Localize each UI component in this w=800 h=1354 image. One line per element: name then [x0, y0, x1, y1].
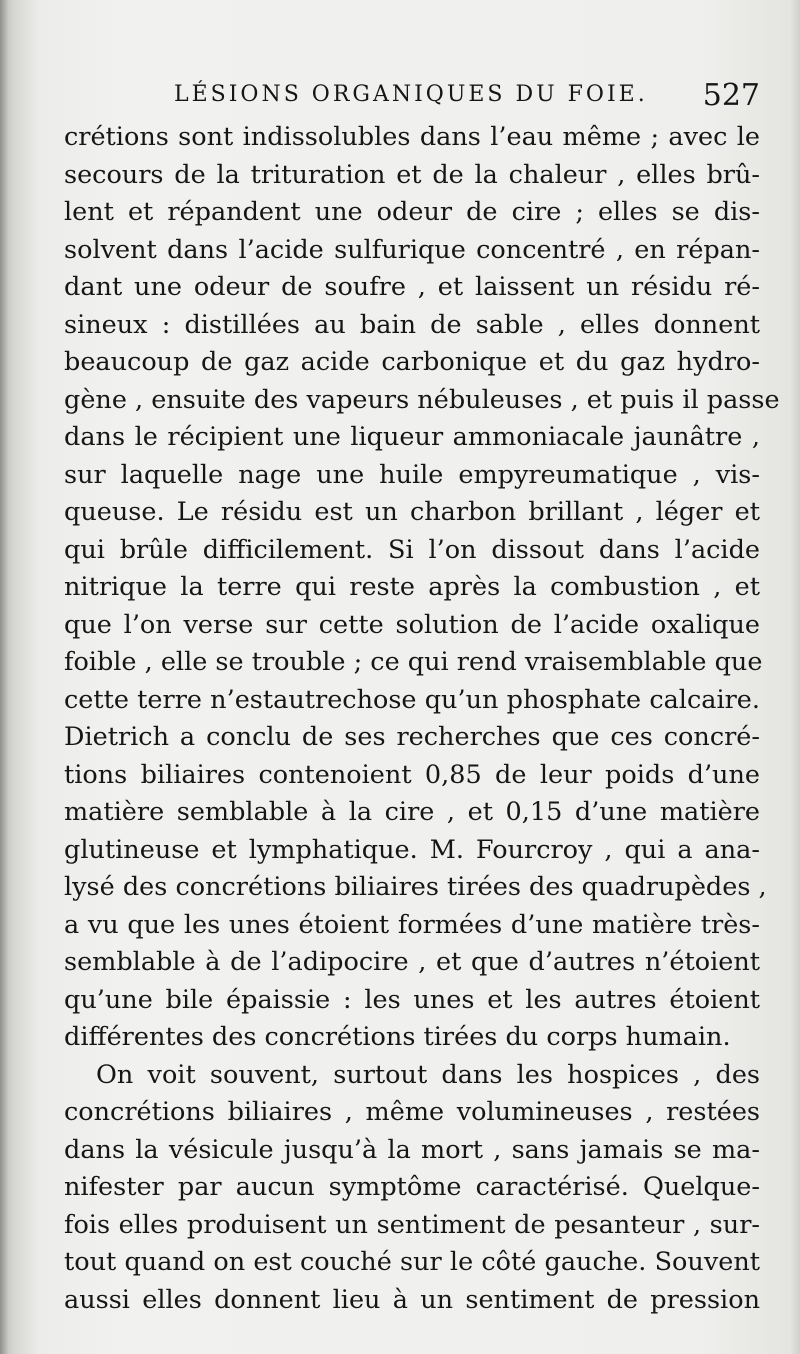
text-line: gène , ensuite des vapeurs nébuleuses , et puis il passe [64, 384, 780, 415]
text-line: secours de la trituration et de la chaleur , elles brû- [64, 159, 760, 190]
text-line: qui brûle difficilement. Si l’on dissout dans l’acide [64, 534, 760, 565]
text-line: a vu que les unes étoient formées d’une matière très- [64, 909, 760, 940]
text-line: sur laquelle nage une huile empyreumatique , vis- [64, 459, 760, 490]
text-line: concrétions biliaires , même volumineuses , restées [64, 1097, 760, 1127]
text-line: tions biliaires contenoient 0,85 de leur poids d’une [64, 759, 760, 790]
running-head [64, 78, 764, 118]
text-line: crétions sont indissolubles dans l’eau même ; avec le [64, 122, 760, 152]
text-line: que l’on verse sur cette solution de l’acide oxalique [64, 609, 760, 640]
page-number: 527 [702, 78, 760, 113]
text-line: foible , elle se trouble ; ce qui rend vraisemblable que [64, 647, 763, 677]
paragraph-2 [64, 1057, 760, 1320]
text-line: queuse. Le résidu est un charbon brillant , léger et [64, 497, 760, 527]
text-line: beaucoup de gaz acide carbonique et du gaz hydro- [64, 347, 760, 377]
text-line: solvent dans l’acide sulfurique concentré , en répan- [64, 234, 760, 265]
text-line: dant une odeur de soufre , et laissent un résidu ré- [64, 272, 760, 302]
text-line: tout quand on est couché sur le côté gauche. Souvent [64, 1247, 760, 1277]
text-line: glutineuse et lymphatique. M. Fourcroy , qui a ana- [64, 834, 760, 865]
body-text [64, 119, 780, 1319]
text-line: fois elles produisent un sentiment de pesanteur , sur- [64, 1209, 760, 1240]
text-line: sineux : distillées au bain de sable , elles donnent [64, 309, 760, 340]
text-line: dans le récipient une liqueur ammoniacale jaunâtre , [64, 422, 760, 452]
text-line: Dietrich a conclu de ses recherches que ces concré- [64, 722, 760, 752]
text-line: dans la vésicule jusqu’à la mort , sans jamais se ma- [64, 1134, 760, 1165]
paragraph-1 [64, 119, 780, 1057]
text-line: nifester par aucun symptôme caractérisé. Quelque- [64, 1172, 760, 1202]
text-line: qu’une bile épaissie : les unes et les autres étoient [64, 984, 760, 1015]
text-line: lysé des concrétions biliaires tirées des quadrupèdes , [64, 872, 767, 902]
text-line: cette terre n’estautrechose qu’un phosphate calcaire. [64, 684, 760, 715]
text-line: différentes des concrétions tirées du corps humain. [64, 1022, 731, 1052]
page-binding-edge [0, 0, 8, 1354]
text-line: semblable à de l’adipocire , et que d’autres n’étoient [64, 947, 760, 977]
text-line: matière semblable à la cire , et 0,15 d’une matière [64, 797, 760, 827]
text-line: aussi elles donnent lieu à un sentiment de pression [64, 1284, 760, 1315]
text-line: On voit souvent, surtout dans les hospices , des [96, 1059, 760, 1090]
text-line: nitrique la terre qui reste après la combustion , et [64, 572, 760, 602]
running-title: LÉSIONS ORGANIQUES DU FOIE. [174, 82, 648, 107]
text-line: lent et répandent une odeur de cire ; elles se dis- [64, 197, 760, 227]
